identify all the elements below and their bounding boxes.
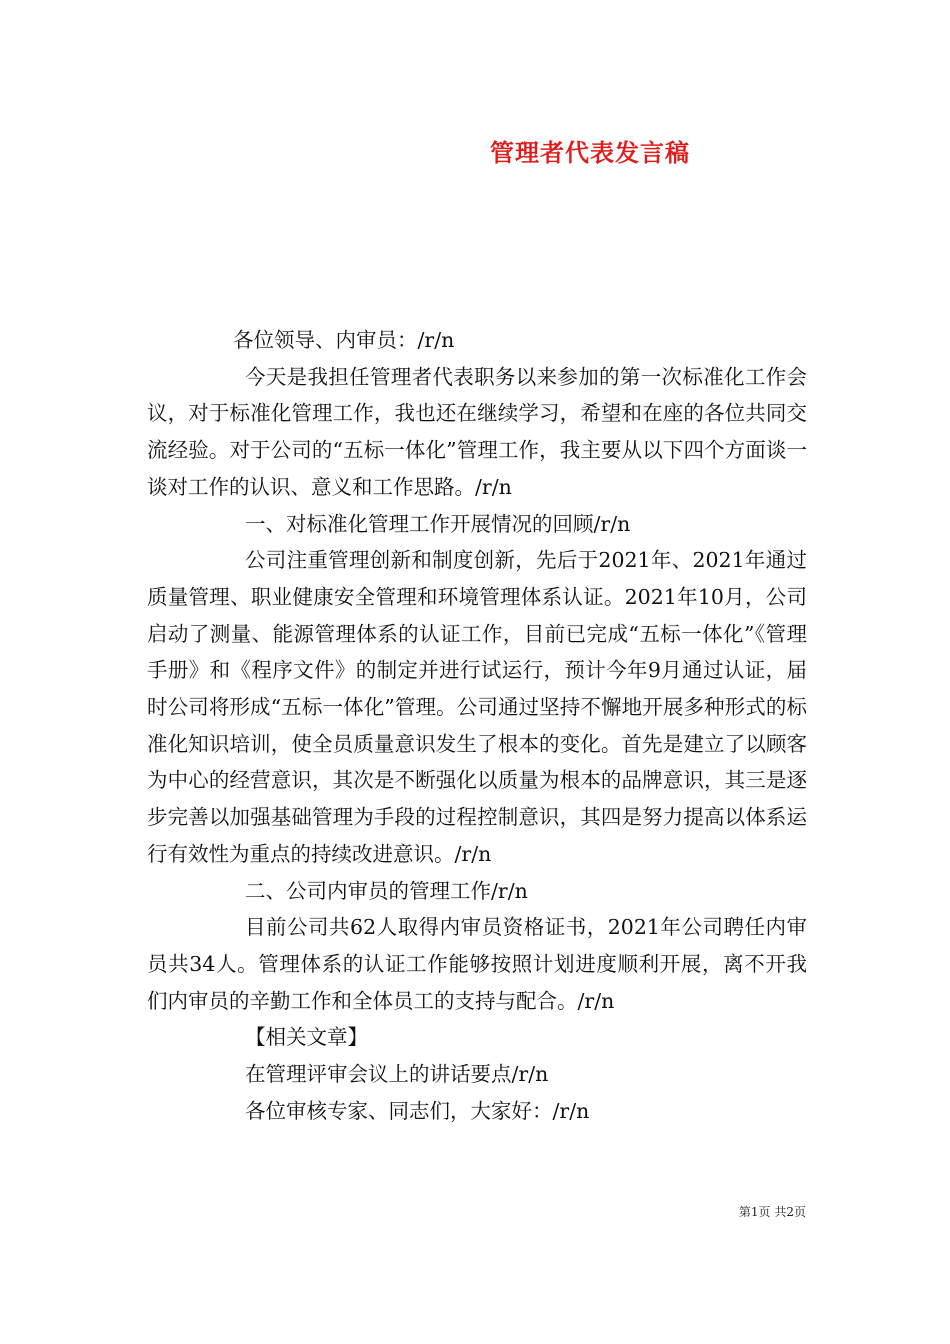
related-articles-heading: 【相关文章】 [245,1025,368,1050]
paragraph-intro: 今天是我担任管理者代表职务以来参加的第一次标准化工作会议，对于标准化管理工作，我也还在继续学习，希望和在座的各位共同交流经验。对于公司的“五标一体化”管理工作，我主要从以下四个方面谈一谈对工作的认识、意义和工作思路。/r/n [147,364,807,499]
salutation: 各位领导、内审员：/r/n [233,328,455,352]
paragraph-review: 公司注重管理创新和制度创新，先后于2021年、2021年通过质量管理、职业健康安全管理和环境管理体系认证。2021年10月，公司启动了测量、能源管理体系的认证工作，目前已完成“五标一体化”《管理手册》和《程序文件》的制定并进行试运行，预计今年9月通过认证，届时公司将形成“五标一体化”管理。公司通过坚持不懈地开展多种形式的标准化知识培训，使全员质量意识发生了根本的变化。首先是建立了以顾客为中心的经营意识，其次是不断强化以质量为根本的品牌意识，其三是逐步完善以加强基础管理为手段的过程控制意识，其四是努力提高以体系运行有效性为重点的持续改进意识。/r/n [147,548,807,866]
section-heading-2: 二、公司内审员的管理工作/r/n [245,878,528,903]
page-number: 第1页 共2页 [738,1205,806,1219]
section-heading-1: 一、对标准化管理工作开展情况的回顾/r/n [245,511,631,536]
document-title: 管理者代表发言稿 [490,138,690,167]
related-article-item[interactable]: 在管理评审会议上的讲话要点/r/n [245,1062,549,1087]
related-article-item[interactable]: 各位审核专家、同志们，大家好：/r/n [245,1098,590,1123]
paragraph-auditors: 目前公司共62人取得内审员资格证书，2021年公司聘任内审员共34人。管理体系的认证工作能够按照计划进度顺利开展，离不开我们内审员的辛勤工作和全体员工的支持与配合。/r/n [147,915,807,1013]
document-body [147,322,807,1129]
